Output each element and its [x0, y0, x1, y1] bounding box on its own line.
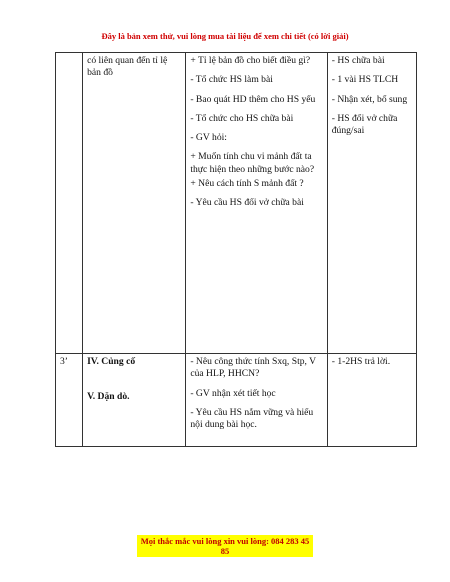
teacher-line: - GV hỏi:: [190, 132, 227, 144]
teacher-line: + Muốn tính chu vi mảnh đất ta thực hiện theo những bước nào?: [190, 151, 315, 175]
content-cell: [83, 354, 186, 447]
teacher-line: - GV nhận xét tiết học: [190, 387, 276, 399]
teacher-line: - Tổ chức HS làm bài: [190, 74, 273, 86]
section-heading: V. Dặn dò.: [87, 391, 130, 403]
teacher-line: + Tỉ lệ bản đồ cho biết điều gì?: [190, 55, 311, 66]
lesson-plan-table: [55, 52, 417, 447]
teacher-activity-cell: [186, 53, 327, 354]
teacher-line: - Nêu công thức tính Sxq, Stp, V của HLP, HHCN?: [190, 356, 316, 380]
teacher-line: - Yêu cầu HS nắm vững và hiểu nội dung bài học.: [190, 406, 314, 431]
teacher-line: + Nêu cách tính S mảnh đất ?: [190, 177, 304, 189]
student-activity-cell: [327, 53, 416, 354]
teacher-line: - Yêu cầu HS đổi vở chữa bài: [190, 197, 304, 209]
section-heading: IV. Củng cố: [87, 356, 136, 367]
student-line: - 1 vài HS TLCH: [331, 74, 399, 86]
contact-notice: Mọi thắc mắc vui lòng xin vui lòng: 084 283 45 85: [137, 535, 313, 557]
student-activity-cell: [327, 354, 416, 447]
time-cell: [56, 354, 83, 447]
teacher-line: - Bao quát HD thêm cho HS yếu: [190, 93, 316, 105]
student-line: - HS đổi vở chữa đúng/sai: [331, 112, 398, 137]
content-cell: [83, 53, 186, 354]
content-text: có liên quan đến tỉ lệ bản đồ: [87, 55, 168, 79]
teacher-activity-cell: [186, 354, 327, 447]
teacher-line: - Tổ chức cho HS chữa bài: [190, 112, 294, 124]
time-value: 3’: [60, 356, 68, 367]
preview-notice: Đây là bản xem thử, vui lòng mua tài liệu để xem chi tiết (có lời giải): [101, 31, 349, 41]
student-line: - HS chữa bài: [331, 55, 385, 66]
time-cell: [56, 53, 83, 354]
student-line: - Nhận xét, bổ sung: [331, 93, 408, 105]
table-row: [56, 53, 417, 354]
table-row: [56, 354, 417, 447]
student-line: - 1-2HS trả lời.: [331, 356, 391, 367]
